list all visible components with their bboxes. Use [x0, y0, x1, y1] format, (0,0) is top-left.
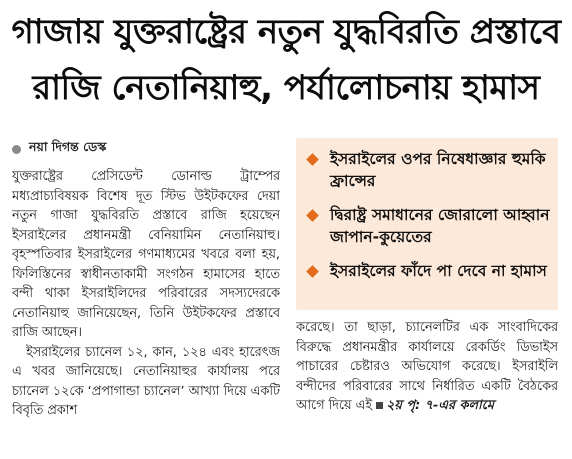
byline-dot-icon	[12, 145, 21, 154]
byline	[12, 139, 272, 159]
highlight-item	[308, 148, 552, 192]
square-bullet-icon	[376, 402, 383, 409]
diamond-bullet-icon	[306, 153, 319, 166]
paragraph-3	[296, 318, 558, 416]
diamond-bullet-icon	[306, 209, 319, 222]
headline	[0, 0, 572, 120]
column-2-text: করেছে। তা ছাড়া, চ্যানেলটির এক সাংবাদিকের বিরুদ্ধে প্রধানমন্ত্রীর কার্যালয়ে রেকর্ডিং ডিভাইস পাচারের চেষ্টারও অভিযোগ করেছে। ইসরাইলি বন্দীদের পরিবারের সাথে নির্ধারিত একটি বৈঠকের আগে দিয়ে এই	[296, 320, 558, 413]
highlight-text: ইসরাইলের ওপর নিষেধাজ্ঞার হুমকি ফ্রান্সের	[330, 150, 546, 190]
article-column-2	[296, 318, 558, 453]
highlight-item	[308, 204, 552, 248]
highlights-box	[296, 138, 558, 310]
highlight-text: ইসরাইলের ফাঁদে পা দেবে না হামাস	[330, 262, 547, 280]
continuation-note[interactable]: ২য় পৃ: ৭-এর কলামে	[386, 398, 494, 413]
headline-line-2: রাজি নেতানিয়াহু, পর্যালোচনায় হামাস	[32, 68, 540, 108]
headline-line-1: গাজায় যুক্তরাষ্ট্রের নতুন যুদ্ধবিরতি প্রস্তাবে	[11, 12, 561, 52]
highlight-item	[308, 260, 552, 282]
byline-text: নয়া দিগন্ত ডেস্ক	[29, 139, 107, 154]
paragraph-1: যুক্তরাষ্ট্রের প্রেসিডেন্ট ডোনাল্ড ট্রাম্পের মধ্যপ্রাচ্যবিষয়ক বিশেষ দূত স্টিভ উইটকফের দেয়া নতুন গাজা যুদ্ধবিরতি প্রস্তাবে রাজি হয়েছেন ইসরাইলের প্রধানমন্ত্রী বেনিয়ামিন নেতানিয়াহু। বৃহস্পতিবার ইসরাইলের গণমাধ্যমের খবরে বলা হয়, ফিলিস্তিনের স্বাধীনতাকামী সংগঠন হামাসের হাতে বন্দী থাকা ইসরাইলিদের পরিবারের সদস্যদেরকে নেতানিয়াহু জানিয়েছেন, তিনি উইটকফের প্রস্তাবে রাজি আছেন।	[12, 169, 280, 340]
paragraph-2: ইসরাইলের চ্যানেল ১২, কান, ১২৪ এবং হারেৎজ এ খবর জানিয়েছে। নেতানিয়াহুর কার্যালয় পরে চ্যানেল ১২কে ‘প্রপাগান্ডা চ্যানেল’ আখ্যা দিয়ে একটি বিবৃতি প্রকাশ	[12, 344, 280, 418]
article-column-1	[12, 167, 280, 453]
diamond-bullet-icon	[306, 265, 319, 278]
highlight-text: দ্বিরাষ্ট্র সমাধানের জোরালো আহ্বান জাপান-কুয়েতের	[330, 206, 550, 246]
